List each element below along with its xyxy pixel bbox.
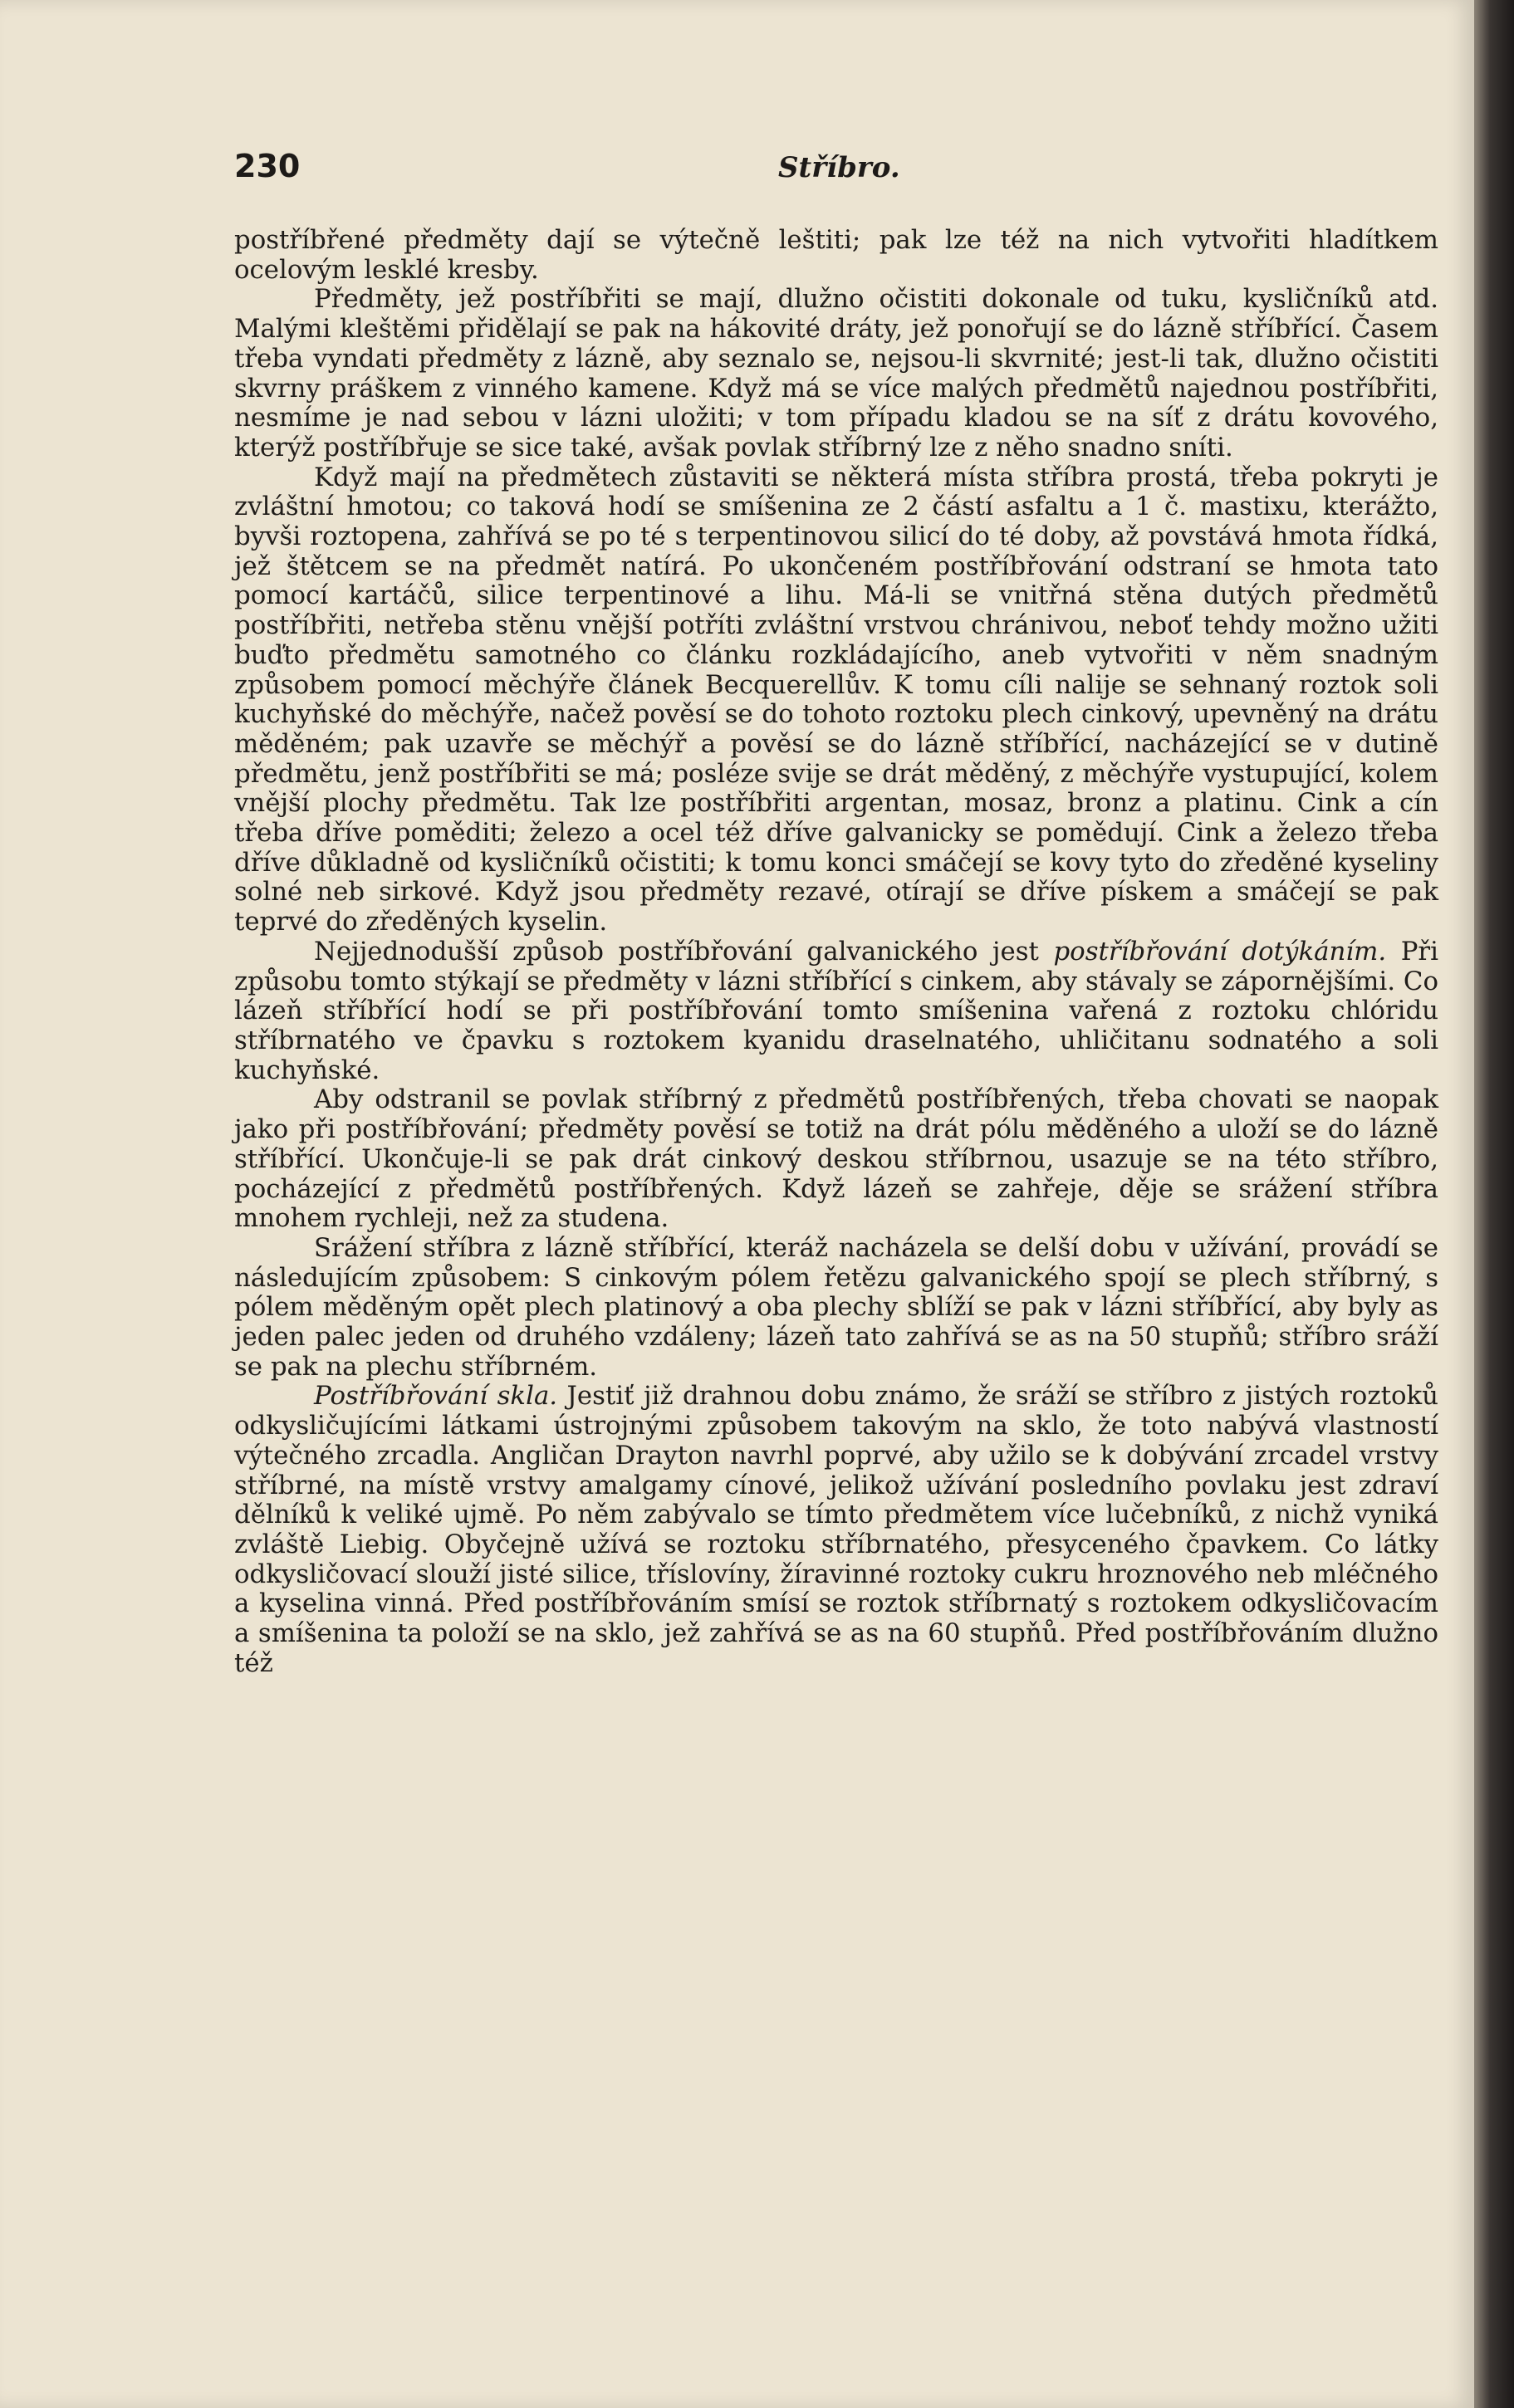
paragraph: Srážení stříbra z lázně stříbřící, kteráž nacházela se delší dobu v užívání, provádí se následujícím způsobem: S cinkovým pólem řetězu galvanického spojí se plech stříbrný, s pólem měděným opět plech platinový a oba plechy sblíží se pak v lázni stříbřící, aby byly as jeden palec jeden od druhého vzdáleny; lázeň tato zahřívá se as na 50 stupňů; stříbro sráží se pak na plechu stříbrném.	[234, 1232, 1438, 1382]
running-head: Stříbro.	[778, 151, 900, 184]
paragraph-text: Při způsobu tomto stýkají se předměty v lázni stříbřící s cinkem, aby stávaly se zápornějšími. Co lázeň stříbřící hodí se při postříbřování tomto smíšenina vařená z roztoku chlóridu stříbrnatého ve čpavku s roztokem kyanidu draselnatého, uhličitanu sodnatého a soli kuchyňské.	[234, 936, 1438, 1085]
paragraph	[234, 937, 1438, 1086]
paragraph: postříbřené předměty dají se výtečně leštiti; pak lze též na nich vytvořiti hladítkem ocelovým lesklé kresby.	[234, 225, 1438, 285]
page-number: 230	[234, 148, 301, 184]
page-header	[234, 148, 1389, 198]
paragraph-text: Jestiť již drahnou dobu známo, že sráží se stříbro z jistých roztoků odkysličujícími látkami ústrojnými způsobem takovým na sklo, že toto nabývá vlastností výtečného zrcadla. Angličan Drayton navrhl poprvé, aby užilo se k dobývání zrcadel vrstvy stříbrné, na místě vrstvy amalgamy cínové, jelikož užívání posledního povlaku jest zdraví dělníků k veliké ujmě. Po něm zabývalo se tímto předmětem více lučebníků, z nichž vyniká zvláště Liebig. Obyčejně užívá se roztoku stříbrnatého, přesyceného čpavkem. Co látky odkysličovací slouží jisté silice, tříslovíny, žíravinné roztoky cukru hroznového neb mléčného a kyselina vinná. Před postříbřováním smísí se roztok stříbrnatý s roztokem odkysličovacím a smíšenina ta položí se na sklo, jež zahřívá se as na 60 stupňů. Před postříbřováním dlužno též	[234, 1381, 1438, 1678]
paragraph	[234, 1382, 1438, 1678]
book-binding-edge	[1474, 0, 1514, 2408]
paragraph: Když mají na předmětech zůstaviti se některá místa stříbra prostá, třeba pokryti je zvláštní hmotou; co taková hodí se smíšenina ze 2 částí asfaltu a 1 č. mastixu, kterážto, byvši roztopena, zahřívá se po té s terpentinovou silicí do té doby, až povstává hmota řídká, jež štětcem se na předmět natírá. Po ukončeném postříbřování odstraní se hmota tato pomocí kartáčů, silice terpentinové a lihu. Má-li se vnitřná stěna dutých předmětů postříbřiti, netřeba stěnu vnější potříti zvláštní vrstvou chránivou, neboť tehdy možno užiti buďto předmětu samotného co článku rozkládajícího, aneb vytvořiti v něm snadným způsobem pomocí měchýře článek Becquerellův. K tomu cíli nalije se sehnaný roztok soli kuchyňské do měchýře, načež pověsí se do tohoto roztoku plech cinkový, upevněný na drátu měděném; pak uzavře se měchýř a pověsí se do lázně stříbřící, nacházející se v dutině předmětu, jenž postříbřiti se má; posléze svije se drát měděný, z měchýře vystupující, kolem vnější plochy předmětu. Tak lze postříbřiti argentan, mosaz, bronz a platinu. Cink a cín třeba dříve poměditi; železo a ocel též dříve galvanicky se pomědují. Cink a železo třeba dříve důkladně od kysličníků očistiti; k tomu konci smáčejí se kovy tyto do zředěné kyseliny solné neb sirkové. Když jsou předměty rezavé, otírají se dříve pískem a smáčejí se pak teprvé do zředěných kyselin.	[234, 462, 1438, 937]
paragraph: Aby odstranil se povlak stříbrný z předmětů postříbřených, třeba chovati se naopak jako při postříbřování; předměty pověsí se totiž na drát pólu měděného a uloží se do lázně stříbřící. Ukončuje-li se pak drát cinkový deskou stříbrnou, usazuje se na této stříbro, pocházející z předmětů postříbřených. Když lázeň se zahřeje, děje se srážení stříbra mnohem rychleji, než za studena.	[234, 1084, 1438, 1234]
body-text	[234, 226, 1438, 1678]
paragraph: Předměty, jež postříbřiti se mají, dlužno očistiti dokonale od tuku, kysličníků atd. Malými kleštěmi přidělají se pak na hákovité dráty, jež ponořují se do lázně stříbřící. Časem třeba vyndati předměty z lázně, aby seznalo se, nejsou-li skvrnité; jest-li tak, dlužno očistiti skvrny práškem z vinného kamene. Když má se více malých předmětů najednou postříbřiti, nesmíme je nad sebou v lázni uložiti; v tom případu kladou se na síť z drátu kovového, kterýž postříbřuje se sice také, avšak povlak stříbrný lze z něho snadno sníti.	[234, 284, 1438, 463]
emphasized-term: postříbřování dotýkáním.	[1053, 936, 1387, 967]
section-heading: Postříbřování skla.	[314, 1381, 558, 1412]
paragraph-text: Nejjednodušší způsob postříbřování galvanického jest	[314, 936, 1054, 967]
